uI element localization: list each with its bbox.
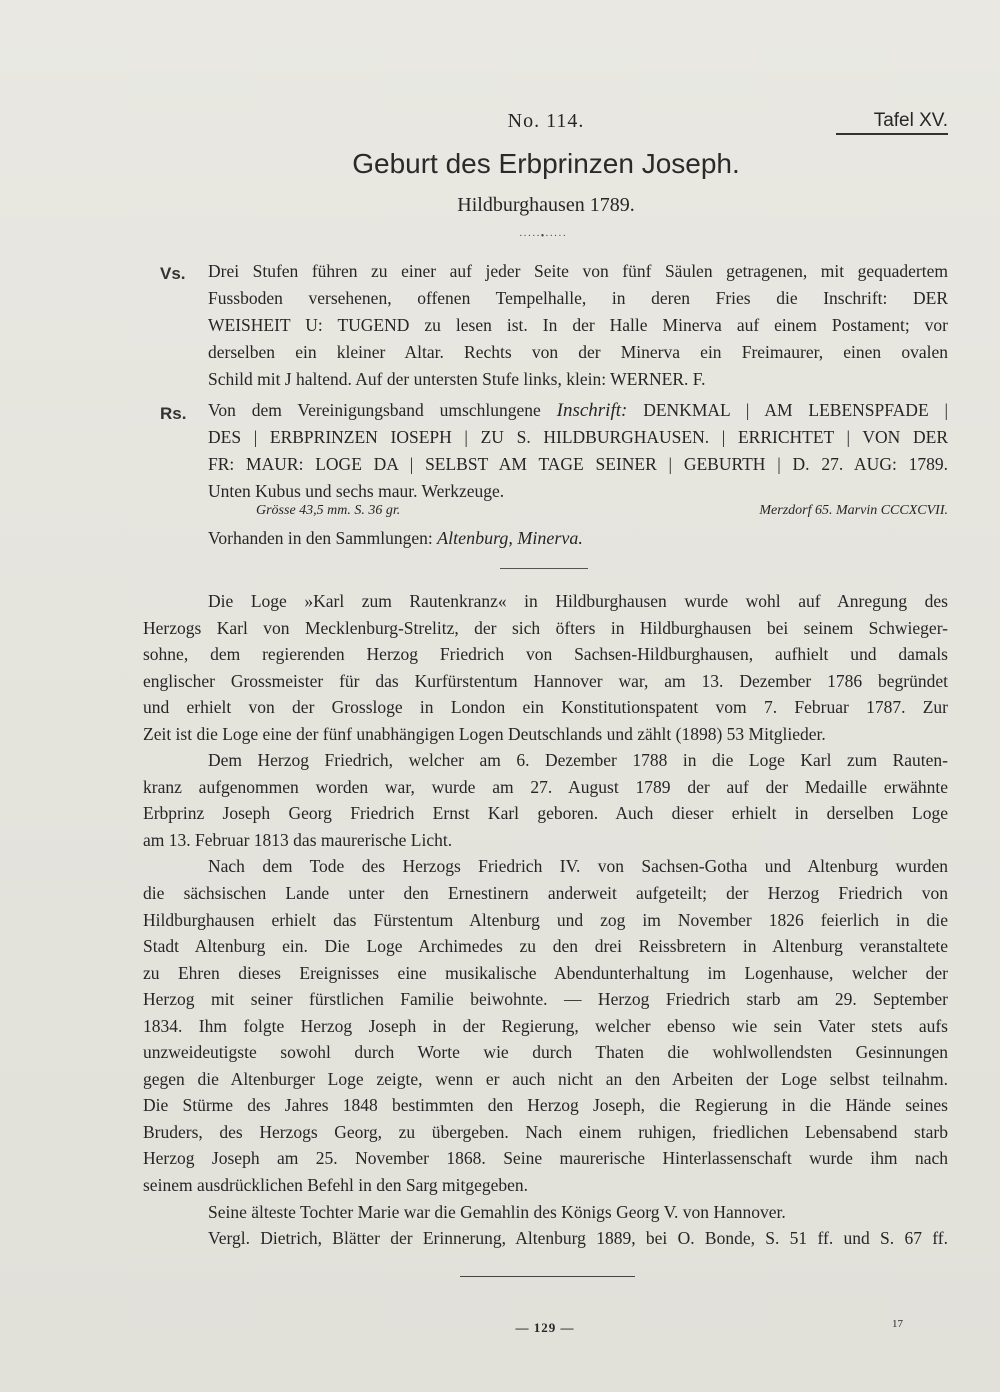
obverse-description	[208, 258, 948, 393]
reverse-line	[208, 397, 948, 424]
signature-mark: 17	[892, 1318, 903, 1330]
body-line: gegen die Altenburger Loge zeigte, wenn er auch nicht an den Arbeiten der Loge selbst teilnahm.	[143, 1068, 948, 1089]
body-line: Die Loge »Karl zum Rautenkranz« in Hildburghausen wurde wohl auf Anregung des	[208, 591, 948, 611]
body-line: Bruders, des Herzogs Georg, zu übergeben. Nach einem ruhigen, friedlichen Lebensabend starb	[143, 1121, 948, 1142]
body-line: Vergl. Dietrich, Blätter der Erinnerung, Altenburg 1889, bei O. Bonde, S. 51 ff. und S. 67 ff.	[208, 1228, 948, 1249]
body-line: Die Stürme des Jahres 1848 bestimmten den Herzog Joseph, die Regierung in die Hände seines	[143, 1095, 948, 1116]
reverse-line: Unten Kubus und sechs maur. Werkzeuge.	[208, 481, 505, 501]
size-reference-line	[256, 503, 948, 525]
body-line: Hildburghausen erhielt das Fürstentum Altenburg und zog im November 1826 feierlich in die	[143, 909, 948, 930]
section-divider	[500, 568, 588, 569]
catalog-number: No. 114.	[507, 110, 585, 132]
page-subtitle: Hildburghausen 1789.	[457, 194, 635, 216]
reverse-line: FR: MAUR: LOGE DA | SELBST AM TAGE SEINER | GEBURTH | D. 27. AUG: 1789.	[208, 454, 948, 474]
catalog-references: Merzdorf 65. Marvin CCCXCVII.	[759, 503, 948, 518]
body-line: Erbprinz Joseph Georg Friedrich Ernst Karl geboren. Auch dieser erhielt in derselben Loge	[143, 803, 948, 824]
body-line: Herzogs Karl von Mecklenburg-Strelitz, der sich öfters in Hildburghausen bei seinem Schwieger-	[143, 617, 948, 638]
body-line: Zeit ist die Loge eine der fünf unabhängigen Logen Deutschlands und zählt (1898) 53 Mitglieder.	[143, 723, 826, 744]
holdings-prefix: Vorhanden in den Sammlungen:	[208, 528, 433, 548]
body-line: seinem ausdrücklichen Befehl in den Sarg mitgegeben.	[143, 1175, 529, 1196]
ornament-divider: ·····•·····	[519, 231, 567, 242]
reverse-line: DES | ERBPRINZEN IOSEPH | ZU S. HILDBURGHAUSEN. | ERRICHTET | VON DER	[208, 427, 948, 447]
obverse-line: Drei Stufen führen zu einer auf jeder Seite von fünf Säulen getragenen, mit gequadertem	[208, 261, 948, 281]
body-line: kranz aufgenommen worden war, wurde am 27. August 1789 der auf der Medaille erwähnte	[143, 776, 948, 797]
body-line: zu Ehren dieses Ereignisses eine musikalische Abendunterhaltung im Logenhause, welcher der	[143, 962, 948, 983]
body-line: und erhielt von der Grossloge in London ein Konstitutionspatent vom 7. Februar 1787. Zur	[143, 697, 948, 718]
body-line: Dem Herzog Friedrich, welcher am 6. Dezember 1788 in die Loge Karl zum Rauten-	[208, 750, 948, 771]
body-line: die sächsischen Lande unter den Ernestinern anderweit aufgeteilt; der Herzog Friedrich von	[143, 883, 948, 904]
reverse-label: Rs.	[160, 404, 187, 423]
body-line: Herzog mit seiner fürstlichen Familie beiwohnte. — Herzog Friedrich starb am 29. September	[143, 989, 948, 1010]
body-line: 1834. Ihm folgte Herzog Joseph in der Regierung, welcher ebenso wie sein Vater stets aufs	[143, 1015, 948, 1036]
plate-number: Tafel XV.	[836, 110, 948, 135]
body-line: Seine älteste Tochter Marie war die Gemahlin des Königs Georg V. von Hannover.	[208, 1201, 786, 1222]
obverse-line: WEISHEIT U: TUGEND zu lesen ist. In der Halle Minerva auf einem Postament; vor	[208, 315, 948, 335]
size-weight: Grösse 43,5 mm. S. 36 gr.	[256, 503, 401, 518]
obverse-label: Vs.	[160, 264, 186, 283]
body-line: englischer Grossmeister für das Kurfürstentum Hannover war, am 13. Dezember 1786 begründet	[143, 670, 948, 691]
page-title: Geburt des Erbprinzen Joseph.	[352, 148, 740, 179]
obverse-line: derselben ein kleiner Altar. Rechts von der Minerva ein Freimaurer, einen ovalen	[208, 342, 948, 362]
obverse-line: Schild mit J haltend. Auf der untersten Stufe links, klein: WERNER. F.	[208, 369, 706, 389]
reverse-text: Von dem Vereinigungsband umschlungene	[208, 400, 541, 420]
obverse-line: Fussboden versehenen, offenen Tempelhalle, in deren Fries die Inschrift: DER	[208, 288, 948, 308]
reverse-description	[208, 397, 948, 505]
body-line: Stadt Altenburg ein. Die Loge Archimedes zu den drei Reissbretern in Altenburg veranstaltete	[143, 936, 948, 957]
footer-divider	[460, 1276, 635, 1277]
inscription-label: Inschrift:	[556, 400, 628, 421]
holdings-line	[208, 525, 583, 551]
body-line: Herzog Joseph am 25. November 1868. Seine maurerische Hinterlassenschaft wurde ihm nach	[143, 1148, 948, 1169]
body-line: unzweideutigste sowohl durch Worte wie durch Thaten die wohlwollendsten Gesinnungen	[143, 1042, 948, 1063]
commentary-text	[143, 588, 948, 1252]
body-line: Nach dem Tode des Herzogs Friedrich IV. von Sachsen-Gotha und Altenburg wurden	[208, 856, 948, 877]
reverse-text: DENKMAL | AM LEBENSPFADE |	[643, 400, 949, 420]
holdings-collections: Altenburg, Minerva.	[437, 528, 583, 548]
body-line: sohne, dem regierenden Herzog Friedrich von Sachsen-Hildburghausen, aufhielt und damals	[143, 644, 948, 665]
page-number: — 129 —	[515, 1320, 575, 1335]
body-line: am 13. Februar 1813 das maurerische Licht.	[143, 829, 453, 850]
